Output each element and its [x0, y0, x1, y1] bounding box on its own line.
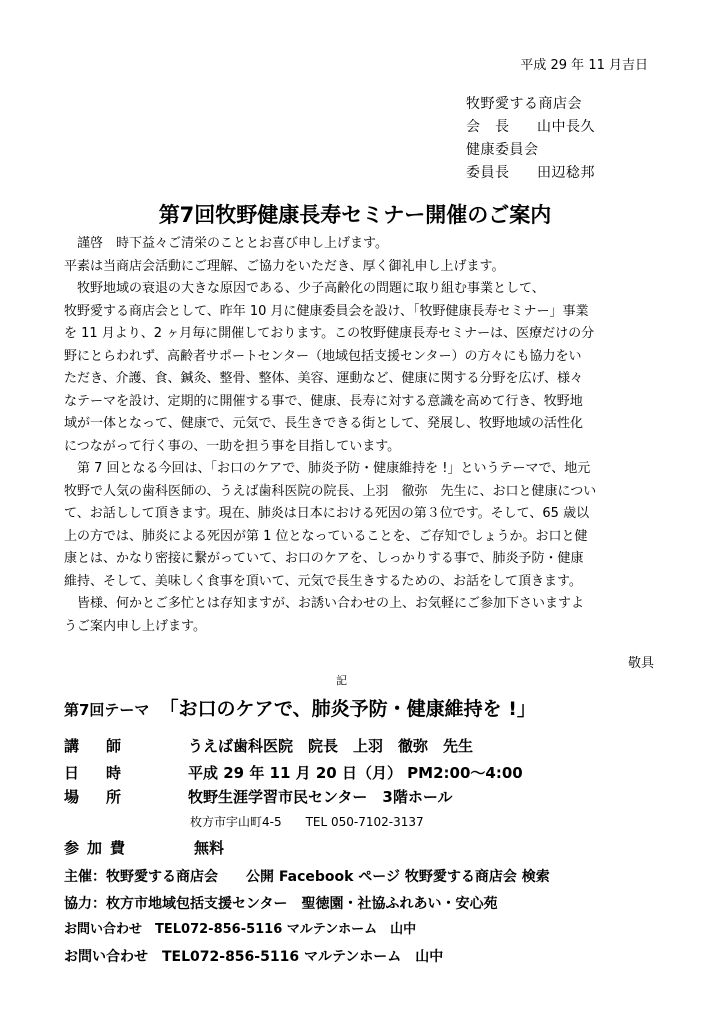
body-line: ただき、介護、食、鍼灸、整骨、整体、美容、運動など、健康に関する分野を広げ、様々	[64, 371, 583, 386]
place-label: 場 所	[64, 788, 128, 806]
contact-line: お問い合わせ TEL072-856-5116 マルテンホーム 山中	[64, 949, 444, 965]
body-line: 維持、そして、美味しく食事を頂いて、元気で長生きするための、お話をして頂きます。	[64, 573, 582, 589]
theme-label: 第7回テーマ	[64, 701, 150, 719]
committee-chair-title: 委員長	[466, 165, 510, 181]
body-line: 牧野地域の衰退の大きな原因である、少子高齢化の問題に取り組む事業として、	[64, 281, 545, 296]
chair-name: 山中長久	[536, 119, 595, 135]
body-line: を 11 月より、2 ヶ月毎に開催しております。この牧野健康長寿セミナーは、医療だけの分	[64, 326, 595, 341]
organization-name: 牧野愛する商店会	[466, 96, 582, 112]
organization-line	[466, 162, 595, 182]
datetime-label: 日 時	[64, 764, 128, 782]
body-line: 康とは、かなり密接に繋がっていて、お口のケアを、しっかりする事で、肺炎予防・健康	[64, 551, 584, 566]
body-line: うご案内申し上げます。	[64, 618, 206, 634]
body-line: て、お話しして頂きます。現在、肺炎は日本における死因の第３位です。そして、65 歳以	[64, 506, 590, 521]
cooperation-line: 協力：枚方市地域包括支援センター 聖徳園・社協ふれあい・安心苑	[64, 896, 498, 912]
lecturer-value: うえば歯科医院 院長 上羽 徹弥 先生	[188, 737, 474, 755]
organization-line	[466, 93, 582, 113]
letter-body	[64, 233, 664, 638]
organizer-line: 主催：牧野愛する商店会 公開 Facebook ページ 牧野愛する商店会 検索	[64, 869, 550, 885]
lecturer-line	[64, 735, 473, 756]
committee-chair-name: 田辺稔邦	[536, 165, 595, 181]
body-line: 域が一体となって、健康で、元気で、長生きできる街として、発展し、牧野地域の活性化	[64, 416, 583, 431]
place-value: 牧野生涯学習市民センター 3階ホール	[188, 788, 453, 806]
datetime-value: 平成 29 年 11 月 20 日（月） PM2:00～4:00	[188, 764, 523, 782]
closing-word: 敬具	[627, 656, 654, 671]
fee-value: 無料	[194, 839, 225, 857]
organization-line	[466, 116, 595, 136]
fee-line	[64, 837, 224, 858]
organization-line	[466, 139, 539, 159]
fee-label: 参加費	[64, 839, 134, 857]
body-line: 野にとらわれず、高齢者サポートセンター（地域包括支援センター）の方々にも協力をい	[64, 348, 582, 364]
body-line: なテーマを設け、定期的に開催する事で、健康、長寿に対する意識を高めて行き、牧野地	[64, 393, 583, 409]
body-line: 皆様、何かとご多忙とは存知ますが、お誘い合わせの上、お気軽にご参加下さいますよ	[64, 596, 585, 611]
venue-address: 枚方市宇山町4-5 TEL 050-7102-3137	[190, 815, 424, 829]
body-line: 第 7 回となる今回は、「お口のケアで、肺炎予防・健康維持を !」というテーマで、地元	[64, 461, 591, 476]
theme-line	[64, 694, 536, 721]
place-line	[64, 786, 453, 807]
body-line: 謹啓 時下益々ご清栄のこととお喜び申し上げます。	[64, 236, 388, 251]
notation-mark: 記	[336, 674, 347, 687]
body-line: 上の方では、肺炎による死因が第 1 位となっていることを、ご存知でしょうか。お口と健	[64, 528, 588, 544]
body-line: 牧野愛する商店会として、昨年 10 月に健康委員会を設け、「牧野健康長寿セミナー」事業	[64, 303, 589, 319]
body-line: 牧野で人気の歯科医師の、うえば歯科医院の院長、上羽 徹弥 先生に、お口と健康につい	[64, 483, 597, 499]
chair-title: 会 長	[466, 119, 510, 135]
document-title: 第7回牧野健康長寿セミナー開催のご案内	[158, 203, 552, 227]
theme-value: 「お口のケアで、肺炎予防・健康維持を !」	[159, 698, 536, 720]
contact-line: お問い合わせ TEL072-856-5116 マルテンホーム 山中	[64, 922, 417, 937]
body-line: につながって行く事の、一助を担う事を目指しています。	[64, 438, 401, 454]
datetime-line	[64, 762, 523, 783]
body-line: 平素は当商店会活動にご理解、ご協力をいただき、厚く御礼申し上げます。	[64, 258, 505, 274]
issue-date: 平成 29 年 11 月吉日	[520, 58, 648, 73]
committee-name: 健康委員会	[466, 142, 539, 158]
lecturer-label: 講 師	[64, 737, 128, 755]
